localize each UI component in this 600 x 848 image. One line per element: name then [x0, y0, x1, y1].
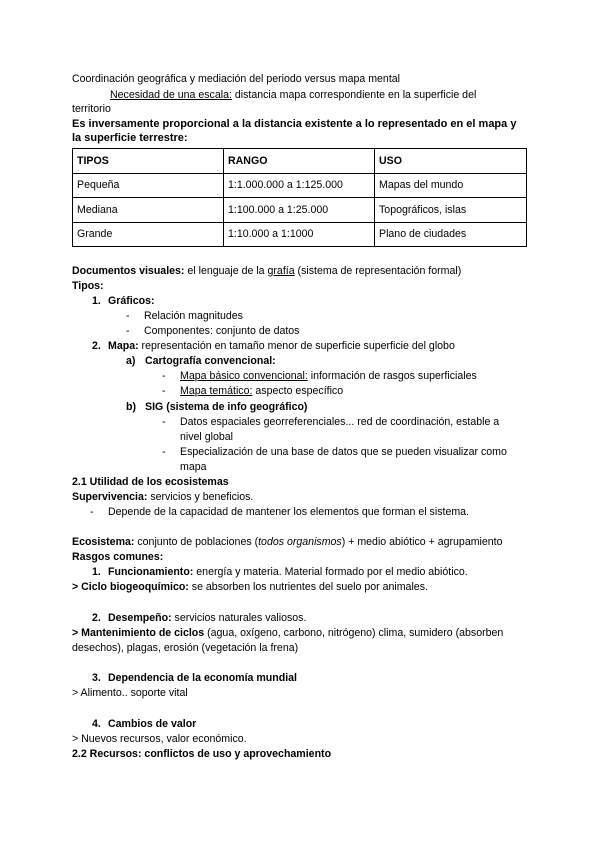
- dependencia-number: 3.: [92, 672, 101, 684]
- table-row: [73, 173, 527, 198]
- docs-text-2: (sistema de representación formal): [294, 265, 462, 277]
- table-row: [73, 198, 527, 223]
- table-cell: Topográficos, islas: [375, 198, 527, 223]
- carto-tema-line: [180, 385, 343, 398]
- table-cell: 1:100.000 a 1:25.000: [224, 198, 375, 223]
- ecosistema-text-2: ) + medio abiótico + agrupamiento: [341, 536, 503, 548]
- table-header-cell: RANGO: [224, 149, 375, 174]
- mantenimiento-text: (agua, oxígeno, carbono, nitrógeno) clima, sumidero (absorben: [204, 627, 504, 639]
- table-header-cell: USO: [375, 149, 527, 174]
- carto-basic-text: información de rasgos superficiales: [307, 370, 477, 382]
- ecosistema-italic: todos organismos: [258, 536, 342, 548]
- cambios-label: Cambios de valor: [108, 718, 197, 730]
- nuevos-line: > Nuevos recursos, valor económico.: [72, 733, 247, 745]
- supervivencia-bullet: Depende de la capacidad de mantener los elementos que forman el sistema.: [108, 506, 469, 518]
- carto-tema-text: aspecto específico: [252, 385, 344, 397]
- mantenimiento-line: [72, 627, 503, 640]
- cambios-number: 4.: [92, 718, 101, 730]
- tipos-heading: Tipos:: [72, 280, 104, 292]
- desempeno-number: 2.: [92, 612, 101, 624]
- bullet-dash: -: [126, 325, 130, 337]
- dependencia-label: Dependencia de la economía mundial: [108, 672, 297, 684]
- docs-text-1: el lenguaje de la: [184, 265, 268, 277]
- mapa-text: representación en tamaño menor de superficie superficie del globo: [138, 340, 455, 352]
- table-cell: Mapas del mundo: [375, 173, 527, 198]
- table-cell: Mediana: [73, 198, 224, 223]
- bullet-dash: -: [126, 310, 130, 322]
- sig-label: SIG (sistema de info geográfico): [145, 401, 308, 413]
- ciclo-line: [72, 581, 428, 594]
- ecosistema-line: [72, 536, 503, 549]
- bullet-dash: -: [162, 416, 166, 428]
- carto-tema-label: Mapa temático:: [180, 385, 253, 397]
- ciclo-label: > Ciclo biogeoquímico:: [72, 581, 189, 593]
- mapa-number: 2.: [92, 340, 101, 352]
- sig-letter: b): [126, 401, 136, 413]
- desempeno-line: [108, 612, 306, 625]
- sig-bullet-1b: nivel global: [180, 431, 234, 443]
- graficos-bullet-1: Relación magnitudes: [144, 310, 243, 322]
- scale-need-text: distancia mapa correspondiente en la superficie del: [231, 89, 477, 101]
- mantenimiento-label: > Mantenimiento de ciclos: [72, 627, 205, 639]
- scale-table: [72, 148, 527, 247]
- sig-bullet-2b: mapa: [180, 461, 207, 473]
- table-cell: Pequeña: [73, 173, 224, 198]
- ciclo-text: se absorben los nutrientes del suelo por animales.: [188, 581, 428, 593]
- bullet-dash: -: [162, 385, 166, 397]
- desempeno-text: servicios naturales valiosos.: [171, 612, 307, 624]
- alimento-line: > Alimento.. soporte vital: [72, 687, 188, 699]
- funcionamiento-text: energía y materia. Material formado por el medio abiótico.: [193, 566, 468, 578]
- ecosistema-label: Ecosistema:: [72, 536, 135, 548]
- table-header-cell: TIPOS: [73, 149, 224, 174]
- mapa-line: [108, 340, 455, 353]
- funcionamiento-line: [108, 566, 468, 579]
- docs-line: [72, 265, 461, 278]
- table-cell: Grande: [73, 222, 224, 247]
- bullet-dash: -: [90, 506, 94, 518]
- table-cell: 1:1.000.000 a 1:125.000: [224, 173, 375, 198]
- table-header-row: [73, 149, 527, 174]
- carto-label: Cartografía convencional:: [145, 355, 276, 367]
- desempeno-label: Desempeño:: [108, 612, 172, 624]
- bullet-dash: -: [162, 446, 166, 458]
- mantenimiento-cont: desechos), plagas, erosión (vegetación la frena): [72, 642, 299, 654]
- table-row: [73, 222, 527, 247]
- funcionamiento-label: Funcionamiento:: [108, 566, 194, 578]
- sig-bullet-2a: Especialización de una base de datos que se pueden visualizar como: [180, 446, 507, 458]
- scale-need-line: [110, 89, 476, 102]
- inverse-line-1: Es inversamente proporcional a la distancia existente a lo representado en el mapa y: [72, 118, 517, 130]
- carto-basic-line: [180, 370, 477, 383]
- docs-grafia: grafía: [267, 265, 295, 277]
- carto-basic-label: Mapa básico convencional:: [180, 370, 308, 382]
- supervivencia-line: [72, 491, 253, 504]
- ecosistema-text-1: conjunto de poblaciones (: [134, 536, 259, 548]
- section-2-1-heading: 2.1 Utilidad de los ecosistemas: [72, 476, 229, 488]
- section-2-2-heading: 2.2 Recursos: conflictos de uso y aprovechamiento: [72, 748, 332, 760]
- supervivencia-label: Supervivencia:: [72, 491, 148, 503]
- supervivencia-text: servicios y beneficios.: [147, 491, 254, 503]
- mapa-label: Mapa:: [108, 340, 139, 352]
- sig-bullet-1a: Datos espaciales georreferenciales... red de coordinación, estable a: [180, 416, 500, 428]
- funcionamiento-number: 1.: [92, 566, 101, 578]
- graficos-label: Gráficos:: [108, 295, 155, 307]
- table-cell: Plano de ciudades: [375, 222, 527, 247]
- graficos-bullet-2: Componentes: conjunto de datos: [144, 325, 300, 337]
- page-title: Coordinación geográfica y mediación del periodo versus mapa mental: [72, 73, 401, 85]
- table-cell: 1:10.000 a 1:1000: [224, 222, 375, 247]
- bullet-dash: -: [162, 370, 166, 382]
- inverse-line-2: la superficie terrestre:: [72, 132, 188, 144]
- carto-letter: a): [126, 355, 136, 367]
- scale-need-label: Necesidad de una escala:: [110, 89, 232, 101]
- scale-need-cont: territorio: [72, 103, 111, 115]
- rasgos-heading: Rasgos comunes:: [72, 551, 164, 563]
- docs-label: Documentos visuales:: [72, 265, 185, 277]
- graficos-number: 1.: [92, 295, 101, 307]
